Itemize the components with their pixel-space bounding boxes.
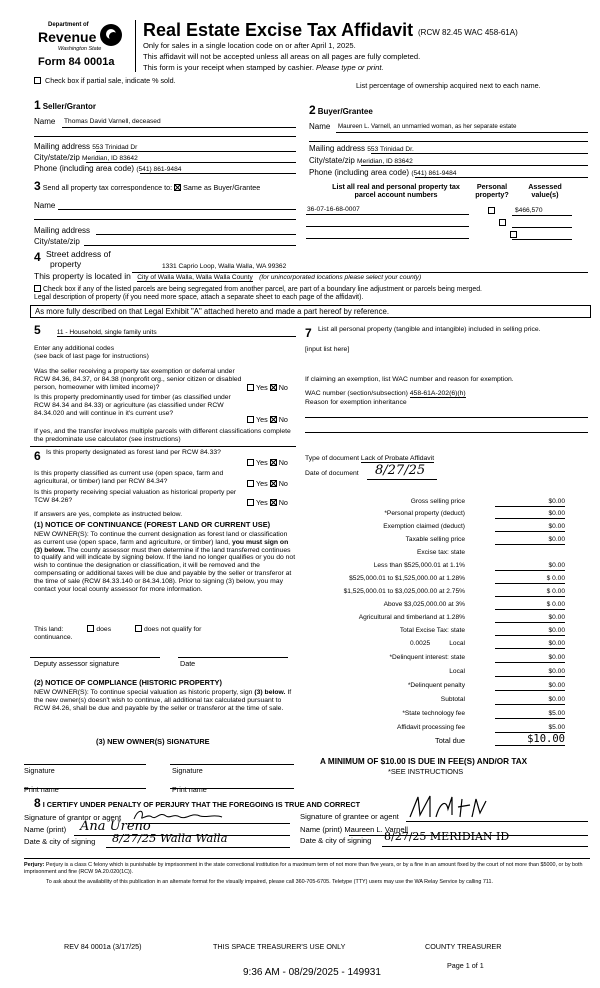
segregated-checkbox[interactable] (34, 285, 41, 292)
partial-sale-checkbox-row[interactable]: Check box if partial sale, indicate % sold. (34, 77, 176, 85)
q-current-use-no[interactable] (270, 480, 277, 487)
reason-field[interactable]: inheritance (373, 399, 407, 406)
wac-row: WAC number (section/subsection) 458-61A-202(6)(h) (305, 390, 466, 397)
tax-personal-label: *Personal property (deduct) (384, 510, 465, 517)
doc-date-field[interactable]: 8/27/25 (375, 463, 426, 478)
notice3-title: (3) NEW OWNER(S) SIGNATURE (96, 737, 210, 746)
section4-num: 4 (34, 250, 41, 264)
codes-label: Enter any additional codes (see back of last page for instructions) (34, 345, 149, 360)
street-label: Street address of property (46, 249, 111, 269)
tax-taxable-value[interactable]: $0.00 (495, 536, 565, 545)
grantor-date-field[interactable]: 8/27/25 Walla Walla (112, 831, 228, 845)
q-exemption-no[interactable] (270, 384, 277, 391)
tax-tier3-label: $1,525,000.01 to $3,025,000.00 at 2.75% (343, 588, 465, 595)
s7-text: List all personal property (tangible and intangible) included in selling price. (318, 326, 541, 333)
logo-swirl-icon (100, 24, 122, 46)
buyer-mail-row: Mailing address 553 Trinidad Dr. (309, 144, 414, 153)
tax-total-due-label: Total due (435, 736, 465, 745)
tax-delinq-local-label: Local (449, 668, 465, 675)
section7-num: 7 (305, 326, 312, 340)
tax-tier1-label: Less than $525,000.01 at 1.1% (373, 562, 465, 569)
grantor-signature[interactable] (130, 807, 280, 823)
seller-mail-line (96, 151, 296, 152)
does-checkbox[interactable] (87, 625, 94, 632)
s3-mail-field[interactable] (96, 234, 296, 235)
deputy-date-label: Date (180, 659, 196, 668)
q-timber: Is this property predominantly used for timber (as classified under RCW 84.34 and 84.33) or agriculture (as classified under RCW 84.34.020 and will continue in it's current use? (34, 394, 231, 417)
grantor-signature-scribble (130, 807, 280, 823)
q-timber-yes[interactable] (247, 416, 254, 423)
notice1-text: NEW OWNER(S): To continue the current designation as forest land or classification as current use (open space, farm and agriculture, or timber) land, you must sign on (3) below. The county assessor must then determine if the land transferred continues to qualify and will indicate by signing below. If the land no longer qualifies or you do not wish to continue the designation or classification, it will be removed and the compensating or additional taxes will be due and payable by the seller or transferor at the time of sale (RCW 84.33.140 or 84.34.108). Prior to signing (3) below, you may contact your local county assessor for more information. (34, 531, 296, 593)
page-number: Page 1 of 1 (447, 961, 484, 970)
use-code-line (58, 336, 296, 337)
buyer-city-field[interactable]: Meridian, ID 83642 (357, 158, 413, 165)
tax-delinq-local-value[interactable]: $0.00 (495, 668, 565, 677)
grantor-date-line (106, 847, 290, 848)
owner-print-label-1: Print name (24, 785, 59, 794)
tax-tier3-value[interactable]: $ 0.00 (495, 588, 565, 597)
s3-name-field[interactable] (58, 209, 296, 210)
parcel-number-1[interactable]: 36-07-16-68-0007 (307, 206, 360, 213)
rcw-ref: (RCW 82.45 WAC 458-61A) (418, 28, 518, 37)
grantor-date-label: Date & city of signing (24, 837, 96, 846)
buyer-mail-field[interactable]: 553 Trinidad Dr. (367, 146, 414, 153)
located-row: This property is located in City of Walla Walla, Walla Walla County (for unincorporated locations please select your county) (34, 271, 422, 281)
tax-tier2-label: $525,000.01 to $1,525,000.00 at 1.28% (349, 575, 465, 582)
assessed-value-1[interactable]: $466,570 (515, 207, 543, 214)
seller-city-line (86, 162, 296, 163)
seller-phone-line (140, 173, 296, 174)
seller-extra-line (34, 136, 296, 137)
tax-delinq-state-value[interactable]: $0.00 (495, 654, 565, 663)
seller-name-line (62, 127, 296, 128)
section3-heading: 3 Send all property tax correspondence to: Same as Buyer/Grantee (34, 179, 261, 193)
ownership-note: List percentage of ownership acquired next to each name. (356, 81, 541, 90)
tax-tier1-value[interactable]: $0.00 (495, 562, 565, 571)
tax-tier4-value[interactable]: $ 0.00 (495, 601, 565, 610)
parcel-line-2 (306, 226, 469, 227)
tax-total-due-value[interactable]: $10.00 (495, 733, 565, 746)
q-historic-yes[interactable] (247, 499, 254, 506)
segregated-row: Check box if any of the listed parcels are being segregated from another parcel, are part of a boundary line adjustment or parcels being merged. (34, 285, 594, 294)
buyer-name-field[interactable]: Maureen L. Varnell, an unmarried woman, as her separate estate (338, 123, 517, 130)
parcels-header: List all real and personal property tax parcel account numbers (332, 182, 460, 200)
legal-label: Legal description of property (if you need more space, attach a separate sheet to each page of the affidavit). (34, 294, 364, 301)
header-divider (135, 20, 136, 72)
buyer-mail-line (371, 153, 588, 154)
tax-tech-label: *State technology fee (402, 710, 465, 717)
s3-name-label: Name (34, 201, 56, 210)
see-instructions: *SEE INSTRUCTIONS (388, 767, 464, 776)
q-current-use-yes[interactable] (247, 480, 254, 487)
buyer-city-line (361, 165, 588, 166)
q-forest-yes[interactable] (247, 459, 254, 466)
q-historic-no[interactable] (270, 499, 277, 506)
logo-main: Revenue (38, 29, 97, 45)
reason-line-2 (305, 432, 588, 433)
doc-date-label: Date of document (305, 470, 359, 477)
owner-sig-field-1[interactable] (24, 764, 146, 765)
q-forest-yn: Yes No (247, 459, 288, 467)
seller-city-field[interactable]: Meridian, ID 83642 (82, 155, 138, 162)
deputy-sig-label: Deputy assessor signature (34, 659, 120, 668)
grantor-name-label: Name (print) (24, 825, 67, 834)
section5-heading: 5 11 - Household, single family units (34, 323, 157, 337)
seller-phone-field[interactable]: (541) 861-9484 (136, 166, 182, 173)
q-timber-no[interactable] (270, 416, 277, 423)
q-historic-yn: Yes No (247, 499, 288, 507)
tax-exemption-label: Exemption claimed (deduct) (383, 523, 465, 530)
tax-penalty-value[interactable]: $0.00 (495, 682, 565, 691)
doc-date-line (367, 479, 437, 480)
parcel-line-1 (306, 214, 469, 215)
q-exemption-yn: Yes No (247, 384, 288, 392)
assessed-line-3 (512, 239, 572, 240)
seller-mail-field[interactable]: 553 Trinidad Dr (92, 144, 138, 151)
q-multi: If yes, and the transfer involves multiple parcels with different classifications complete the predominate use calculator (see instructions) (34, 428, 291, 443)
buyer-name-line (336, 132, 588, 133)
personal-checkbox-1[interactable] (488, 207, 495, 214)
tax-local-rate: 0.0025 (410, 640, 431, 647)
seller-phone-row: Phone (including area code) (541) 861-9484 (34, 164, 182, 173)
s3-mail-label: Mailing address (34, 226, 91, 235)
reason-line-1 (305, 417, 588, 418)
owner-print-label-2: Print name (172, 785, 207, 794)
tax-subtotal-label: Subtotal (440, 696, 465, 703)
doc-type-field[interactable]: Lack of Probate Affidavit (360, 455, 435, 462)
tax-total-state-value[interactable]: $0.00 (495, 627, 565, 636)
use-code-field[interactable]: 11 - Household, single family units (56, 329, 157, 336)
if-yes-note: If answers are yes, complete as instructed below. (34, 511, 183, 518)
county-treasurer: COUNTY TREASURER (425, 942, 502, 951)
tax-local-label: Local (449, 640, 465, 647)
section6-num: 6 (34, 449, 41, 463)
s5-bottom-line (30, 446, 296, 447)
tax-personal-value[interactable]: $0.00 (495, 510, 565, 519)
minimum-notice: A MINIMUM OF $10.00 IS DUE IN FEE(S) AND/OR TAX (320, 757, 528, 766)
s7-input[interactable]: [input list here] (305, 346, 350, 353)
personal-checkbox-2[interactable] (499, 219, 506, 226)
tax-penalty-label: *Delinquent penalty (407, 682, 465, 689)
q-historic: Is this property receiving special valuation as historical property per TCW 84.26? (34, 489, 237, 504)
fax-timestamp: 9:36 AM - 08/29/2025 - 149931 (243, 967, 381, 978)
perjury-text: Perjury: Perjury is a class C felony which is punishable by imprisonment in the state correctional institution for a maximum term of not more than five years, or by a fine in an amount fixed by the court of not more than $5000, or by both imprisonment and fine (RCW 9A.20.020(1C)). (24, 862, 583, 876)
buyer-phone-field[interactable]: (541) 861-9484 (411, 170, 457, 177)
notice2-text: NEW OWNER(S): To continue special valuation as historic property, sign (3) below. If the new owner(s) doesn't wish to continue, all additional tax calculated pursuant to RCW 84.26, shall be due and payable by the seller or transferor at the time of sale. (34, 689, 292, 712)
grantee-date-field[interactable]: 8/27/25 MERIDIAN ID (384, 830, 510, 843)
assessed-line-2 (512, 227, 572, 228)
tax-ag-value[interactable]: $0.00 (495, 614, 565, 623)
q-timber-yn: Yes No (247, 416, 288, 424)
grantor-sig-label: Signature of grantor or agent (24, 813, 122, 822)
deputy-date-field[interactable] (178, 657, 288, 658)
q-forest-no[interactable] (270, 459, 277, 466)
notice1-title: (1) NOTICE OF CONTINUANCE (FOREST LAND OR CURRENT USE) (34, 520, 271, 529)
grantor-sig-line (128, 823, 290, 824)
this-land-row: This land: does does not qualify for continuance. (34, 626, 202, 641)
grantee-sig-label: Signature of grantee or agent (300, 812, 399, 821)
seller-city-row: City/state/zip Meridian, ID 83642 (34, 153, 138, 162)
doc-type-row: Type of document Lack of Probate Affidavit (305, 455, 435, 462)
q-forest: Is this property designated as forest land per RCW 84.33? (46, 449, 221, 456)
buyer-name-row: Name Maureen L. Varnell, an unmarried woman, as her separate estate (309, 122, 517, 131)
q-current-use-yn: Yes No (247, 480, 288, 488)
notice-3: This form is your receipt when stamped by cashier. Please type or print. (143, 63, 384, 72)
tax-gross-value[interactable]: $0.00 (495, 498, 565, 507)
s3-city-label: City/state/zip (34, 237, 80, 246)
tax-local-value[interactable]: $0.00 (495, 640, 565, 649)
s3-city-field[interactable] (84, 245, 296, 246)
s3-extra-line (34, 219, 296, 220)
treasurer-use: THIS SPACE TREASURER'S USE ONLY (213, 942, 346, 951)
seller-name-field[interactable]: Thomas David Varnell, deceased (64, 118, 161, 125)
logo-top: Department of (48, 22, 89, 28)
tax-subtotal-value[interactable]: $0.00 (495, 696, 565, 705)
notice-2: This affidavit will not be accepted unless all areas on all pages are fully completed. (143, 52, 421, 61)
logo-sub: Washington State (58, 46, 102, 52)
assessed-line-1 (512, 215, 572, 216)
tax-delinq-state-label: *Delinquent interest: state (389, 654, 465, 661)
personal-checkbox-3[interactable] (510, 231, 517, 238)
personal-header: Personal property? (475, 182, 509, 200)
tax-total-state-label: Total Excise Tax: state (399, 627, 465, 634)
rev-number: REV 84 0001a (3/17/25) (64, 942, 142, 951)
tax-exemption-value[interactable]: $0.00 (495, 523, 565, 532)
owner-sig-label-2: Signature (172, 766, 203, 775)
street-field[interactable]: 1331 Caprio Loop, Walla Walla, WA 99362 (162, 263, 287, 270)
tax-tech-value[interactable]: $5.00 (495, 710, 565, 719)
deputy-sig-field[interactable] (30, 657, 160, 658)
seller-mail-row: Mailing address 553 Trinidad Dr (34, 142, 138, 151)
buyer-phone-row: Phone (including area code) (541) 861-9484 (309, 168, 457, 177)
buyer-phone-line (415, 177, 588, 178)
same-as-buyer-checkbox[interactable] (174, 184, 181, 191)
buyer-city-row: City/state/zip Meridian, ID 83642 (309, 156, 413, 165)
parcel-line-3 (306, 238, 469, 239)
tax-gross-label: Gross selling price (410, 498, 465, 505)
tax-ag-label: Agricultural and timberland at 1.28% (358, 614, 465, 621)
availability-text: To ask about the availability of this publication in an alternate format for the visually impaired, please call 360-705-6705. Teletype (TTY) users may use the WA Relay Service by calling 711. (46, 879, 493, 885)
notice2-title: (2) NOTICE OF COMPLIANCE (HISTORIC PROPERTY) (34, 678, 222, 687)
seller-name-row: Name Thomas David Varnell, deceased (34, 117, 161, 126)
tax-tier4-label: Above $3,025,000.00 at 3% (383, 601, 465, 608)
grantor-name-field[interactable]: Ana Ureno (80, 819, 151, 834)
grantee-signature[interactable] (406, 793, 526, 821)
grantee-signature-scribble (406, 793, 526, 821)
tax-excise-label: Excise tax: state (416, 549, 465, 556)
form-number: Form 84 0001a (38, 56, 115, 68)
grantee-name-field[interactable]: Maureen L. Varnell (344, 825, 408, 834)
buyer-heading: 2 Buyer/Grantee (309, 103, 373, 117)
wac-field[interactable]: 458-61A-202(6)(h) (409, 390, 466, 397)
owner-sig-label-1: Signature (24, 766, 55, 775)
legal-description-field[interactable]: As more fully described on that Legal Exhibit "A" attached hereto and made a part hereof by reference. (30, 305, 591, 318)
tax-taxable-label: Taxable selling price (405, 536, 465, 543)
q-exemption-yes[interactable] (247, 384, 254, 391)
tax-affidavit-fee-label: Affidavit processing fee (396, 724, 465, 731)
assessed-header: Assessed value(s) (528, 182, 562, 200)
buyer-extra-line (309, 141, 588, 142)
grantee-date-line (382, 846, 588, 847)
grantee-sig-line (406, 821, 588, 822)
revenue-logo (34, 22, 124, 58)
footer-divider (24, 858, 590, 859)
exemption-note: If claiming an exemption, list WAC number and reason for exemption. (305, 376, 514, 383)
reason-row: Reason for exemption inheritance (305, 399, 407, 406)
does-not-checkbox[interactable] (135, 625, 142, 632)
located-field[interactable]: City of Walla Walla, Walla Walla County (137, 274, 253, 281)
tax-tier2-value[interactable]: $ 0.00 (495, 575, 565, 584)
form-title: Real Estate Excise Tax Affidavit (143, 20, 414, 40)
q-exemption: Was the seller receiving a property tax exemption or deferral under RCW 84.36, 84.37, or 84.38 (nonprofit org., senior citizen or disabled person, homeowner with limited income)? (34, 368, 242, 391)
grantee-name-row: Name (print) Maureen L. Varnell (300, 825, 408, 834)
grantee-date-label: Date & city of signing (300, 836, 372, 845)
owner-sig-field-2[interactable] (170, 764, 294, 765)
partial-sale-checkbox[interactable] (34, 77, 41, 84)
notice-1: Only for sales in a single location code on or after April 1, 2025. (143, 41, 356, 50)
q-current-use: Is this property classified as current use (open space, farm and agricultural, or timber) land per RCW 84.34? (34, 470, 224, 485)
seller-heading: 1 Seller/Grantor (34, 98, 97, 112)
tax-affidavit-fee-value[interactable]: $5.00 (495, 724, 565, 733)
section8-heading: 8 I CERTIFY UNDER PENALTY OF PERJURY THAT THE FOREGOING IS TRUE AND CORRECT (34, 796, 361, 810)
